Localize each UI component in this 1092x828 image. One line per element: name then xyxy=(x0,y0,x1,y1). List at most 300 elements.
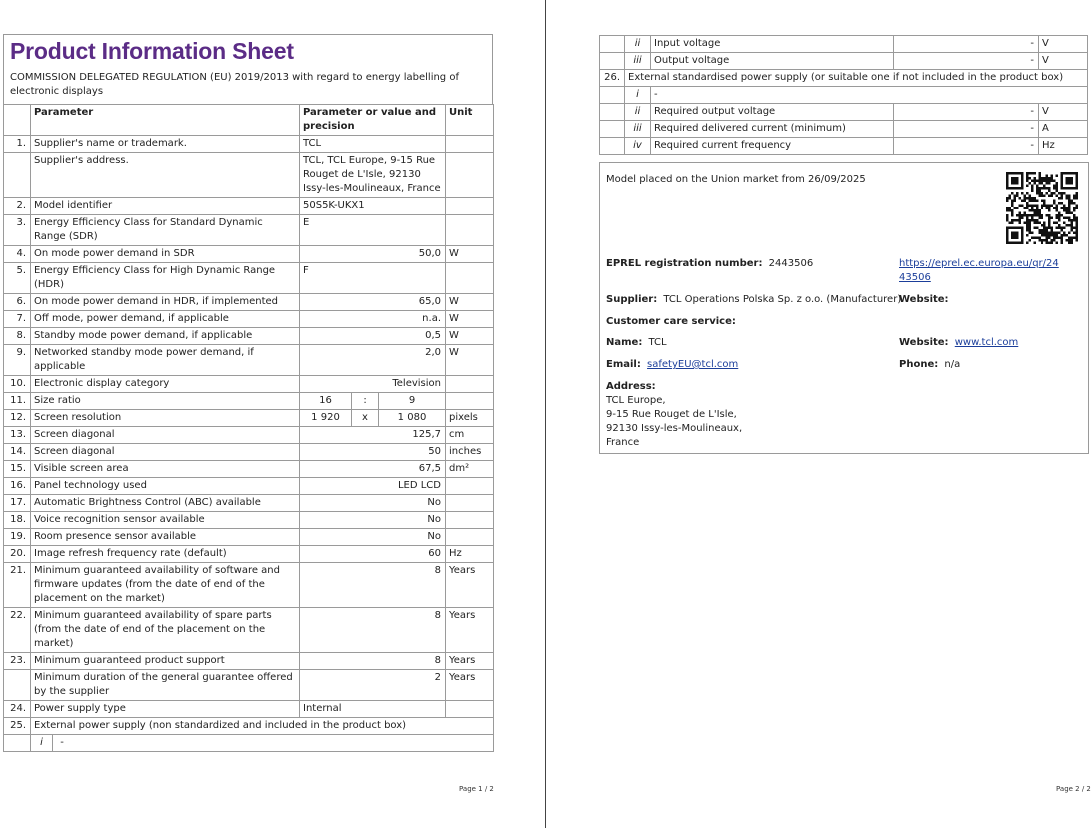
qr-module xyxy=(1036,227,1038,229)
qr-module xyxy=(1026,219,1028,221)
qr-module xyxy=(1056,209,1058,211)
qr-module xyxy=(1068,219,1070,221)
qr-module xyxy=(1056,214,1058,216)
qr-module xyxy=(1071,212,1073,214)
qr-module xyxy=(1023,214,1025,216)
qr-module xyxy=(1036,222,1038,224)
qr-module xyxy=(1038,222,1040,224)
qr-module xyxy=(1028,222,1030,224)
qr-module xyxy=(1068,217,1070,219)
address-line: France xyxy=(606,437,640,448)
qr-module xyxy=(1011,177,1013,179)
qr-module xyxy=(1033,197,1035,199)
qr-module xyxy=(1058,217,1060,219)
qr-module xyxy=(1053,199,1055,201)
qr-module xyxy=(1051,194,1053,196)
eprel-url-part1[interactable]: https://eprel.ec.europa.eu/qr/24 xyxy=(899,258,1059,269)
qr-module xyxy=(1018,242,1020,244)
qr-module xyxy=(1051,204,1053,206)
qr-module xyxy=(1076,229,1078,231)
qr-module xyxy=(1013,177,1015,179)
qr-module xyxy=(1068,179,1070,181)
qr-module xyxy=(1006,182,1008,184)
placed-on-market-text: Model placed on the Union market from 26/09/2025 xyxy=(606,174,866,185)
qr-module xyxy=(1036,204,1038,206)
qr-module xyxy=(1076,232,1078,234)
qr-module xyxy=(1011,237,1013,239)
qr-module xyxy=(1043,202,1045,204)
qr-module xyxy=(1018,219,1020,221)
qr-module xyxy=(1076,194,1078,196)
table-row: 10. Electronic display category Television xyxy=(4,376,494,393)
qr-module xyxy=(1046,182,1048,184)
title-box xyxy=(3,34,493,104)
qr-module xyxy=(1053,184,1055,186)
qr-module xyxy=(1048,219,1050,221)
qr-module xyxy=(1033,204,1035,206)
power-supply-table xyxy=(599,35,1088,155)
qr-module xyxy=(1013,207,1015,209)
qr-module xyxy=(1076,192,1078,194)
qr-module xyxy=(1013,234,1015,236)
qr-module xyxy=(1033,177,1035,179)
qr-module xyxy=(1076,182,1078,184)
table-row: 15. Visible screen area 67,5 dm² xyxy=(4,461,494,478)
qr-module xyxy=(1071,229,1073,231)
qr-module xyxy=(1026,224,1028,226)
qr-module xyxy=(1056,222,1058,224)
qr-module xyxy=(1076,197,1078,199)
qr-module xyxy=(1061,197,1063,199)
qr-module xyxy=(1036,209,1038,211)
qr-module xyxy=(1016,242,1018,244)
qr-module xyxy=(1031,187,1033,189)
qr-module xyxy=(1073,207,1075,209)
qr-module xyxy=(1028,204,1030,206)
qr-module xyxy=(1076,227,1078,229)
qr-module xyxy=(1036,219,1038,221)
regulation-subtitle: COMMISSION DELEGATED REGULATION (EU) 2019/2013 with regard to energy labelling of electronic displays xyxy=(10,72,459,97)
qr-module xyxy=(1013,182,1015,184)
qr-module xyxy=(1051,217,1053,219)
header-parameter: Parameter xyxy=(31,105,300,136)
qr-module xyxy=(1016,182,1018,184)
qr-module xyxy=(1018,214,1020,216)
qr-module xyxy=(1046,242,1048,244)
qr-module xyxy=(1058,192,1060,194)
qr-module xyxy=(1073,219,1075,221)
qr-module xyxy=(1021,192,1023,194)
table-row: 26. External standardised power supply (or suitable one if not included in the product box) xyxy=(600,70,1088,87)
qr-module xyxy=(1031,219,1033,221)
qr-module xyxy=(1006,214,1008,216)
qr-module xyxy=(1008,227,1010,229)
qr-module xyxy=(1011,209,1013,211)
qr-module xyxy=(1048,234,1050,236)
qr-module xyxy=(1038,194,1040,196)
qr-module xyxy=(1053,192,1055,194)
qr-module xyxy=(1031,214,1033,216)
qr-module xyxy=(1013,199,1015,201)
qr-module xyxy=(1051,179,1053,181)
qr-module xyxy=(1021,234,1023,236)
qr-module xyxy=(1053,237,1055,239)
qr-module xyxy=(1028,219,1030,221)
qr-module xyxy=(1068,232,1070,234)
qr-module xyxy=(1026,242,1028,244)
qr-module xyxy=(1018,172,1020,174)
table-row: 17. Automatic Brightness Control (ABC) available No xyxy=(4,495,494,512)
qr-module xyxy=(1006,229,1008,231)
eprel-number: 2443506 xyxy=(768,258,814,269)
page-number-2: Page 2 / 2 xyxy=(1056,785,1091,793)
qr-module xyxy=(1026,227,1028,229)
qr-module xyxy=(1021,239,1023,241)
qr-module xyxy=(1048,182,1050,184)
qr-module xyxy=(1043,179,1045,181)
qr-module xyxy=(1046,174,1048,176)
qr-module xyxy=(1016,172,1018,174)
qr-module xyxy=(1006,177,1008,179)
qr-module xyxy=(1016,214,1018,216)
qr-module xyxy=(1046,227,1048,229)
qr-module xyxy=(1031,199,1033,201)
qr-module xyxy=(1031,189,1033,191)
qr-module xyxy=(1016,194,1018,196)
qr-module xyxy=(1033,222,1035,224)
qr-module xyxy=(1061,172,1063,174)
qr-module xyxy=(1048,237,1050,239)
qr-module xyxy=(1043,204,1045,206)
qr-module xyxy=(1056,237,1058,239)
qr-module xyxy=(1058,214,1060,216)
qr-module xyxy=(1056,187,1058,189)
eprel-url-part2[interactable]: 43506 xyxy=(899,272,931,283)
table-row: 3. Energy Efficiency Class for Standard Dynamic Range (SDR) E xyxy=(4,215,494,246)
qr-module xyxy=(1058,197,1060,199)
qr-module xyxy=(1006,207,1008,209)
qr-module xyxy=(1013,179,1015,181)
qr-module xyxy=(1063,227,1065,229)
qr-module xyxy=(1031,184,1033,186)
qr-module xyxy=(1066,182,1068,184)
qr-module xyxy=(1063,234,1065,236)
qr-module xyxy=(1058,237,1060,239)
qr-module xyxy=(1033,219,1035,221)
qr-module xyxy=(1041,204,1043,206)
qr-module xyxy=(1076,237,1078,239)
qr-module xyxy=(1033,242,1035,244)
table-row: 16. Panel technology used LED LCD xyxy=(4,478,494,495)
qr-module xyxy=(1048,194,1050,196)
qr-module xyxy=(1041,179,1043,181)
table-row: 7. Off mode, power demand, if applicable n.a. W xyxy=(4,311,494,328)
qr-module xyxy=(1058,227,1060,229)
qr-module xyxy=(1048,217,1050,219)
qr-module xyxy=(1011,199,1013,201)
table-row: 22. Minimum guaranteed availability of spare parts (from the date of end of the placement on the market) 8 Years xyxy=(4,608,494,653)
qr-code[interactable] xyxy=(1006,172,1078,244)
qr-module xyxy=(1013,232,1015,234)
qr-module xyxy=(1046,234,1048,236)
qr-module xyxy=(1041,207,1043,209)
qr-module xyxy=(1016,227,1018,229)
qr-module xyxy=(1033,212,1035,214)
supplier-info-box xyxy=(599,162,1089,454)
qr-module xyxy=(1046,214,1048,216)
qr-module xyxy=(1006,187,1008,189)
qr-module xyxy=(1076,224,1078,226)
table-row: 9. Networked standby mode power demand, if applicable 2,0 W xyxy=(4,345,494,376)
qr-module xyxy=(1068,177,1070,179)
qr-module xyxy=(1053,232,1055,234)
qr-module xyxy=(1068,242,1070,244)
qr-module xyxy=(1061,207,1063,209)
table-row: iii Required delivered current (minimum) - A xyxy=(600,121,1088,138)
qr-module xyxy=(1066,234,1068,236)
address-block xyxy=(606,380,742,450)
qr-module xyxy=(1033,179,1035,181)
qr-module xyxy=(1026,229,1028,231)
qr-module xyxy=(1021,232,1023,234)
qr-module xyxy=(1071,179,1073,181)
qr-module xyxy=(1076,179,1078,181)
table-row: 5. Energy Efficiency Class for High Dynamic Range (HDR) F xyxy=(4,263,494,294)
qr-module xyxy=(1016,234,1018,236)
website-link[interactable]: www.tcl.com xyxy=(954,337,1019,348)
qr-module xyxy=(1076,177,1078,179)
table-row: iv Required current frequency - Hz xyxy=(600,138,1088,155)
qr-module xyxy=(1036,189,1038,191)
eprel-link[interactable] xyxy=(899,257,1079,285)
qr-module xyxy=(1038,189,1040,191)
qr-module xyxy=(1013,172,1015,174)
qr-module xyxy=(1043,229,1045,231)
qr-module xyxy=(1033,199,1035,201)
qr-module xyxy=(1041,194,1043,196)
qr-module xyxy=(1038,217,1040,219)
website-label: Website: xyxy=(899,294,949,305)
qr-module xyxy=(1031,207,1033,209)
qr-module xyxy=(1068,237,1070,239)
table-row: 4. On mode power demand in SDR 50,0 W xyxy=(4,246,494,263)
qr-module xyxy=(1056,207,1058,209)
qr-module xyxy=(1006,209,1008,211)
qr-module xyxy=(1023,197,1025,199)
qr-module xyxy=(1073,227,1075,229)
table-header-row xyxy=(4,105,494,136)
qr-module xyxy=(1036,237,1038,239)
qr-module xyxy=(1016,207,1018,209)
qr-module xyxy=(1038,179,1040,181)
qr-module xyxy=(1068,212,1070,214)
qr-module xyxy=(1026,202,1028,204)
table-row: i - xyxy=(600,87,1088,104)
qr-module xyxy=(1026,234,1028,236)
qr-module xyxy=(1056,182,1058,184)
qr-module xyxy=(1038,229,1040,231)
qr-module xyxy=(1028,197,1030,199)
qr-module xyxy=(1026,207,1028,209)
qr-module xyxy=(1056,194,1058,196)
qr-module xyxy=(1076,219,1078,221)
qr-module xyxy=(1071,227,1073,229)
qr-module xyxy=(1051,174,1053,176)
qr-module xyxy=(1051,227,1053,229)
qr-module xyxy=(1021,184,1023,186)
qr-module xyxy=(1071,177,1073,179)
qr-module xyxy=(1043,194,1045,196)
email-link[interactable]: safetyEU@tcl.com xyxy=(647,359,739,370)
qr-module xyxy=(1011,212,1013,214)
qr-module xyxy=(1028,232,1030,234)
qr-module xyxy=(1041,199,1043,201)
table-row: 24. Power supply type Internal xyxy=(4,701,494,718)
qr-module xyxy=(1028,209,1030,211)
qr-module xyxy=(1021,217,1023,219)
qr-module xyxy=(1043,199,1045,201)
qr-module xyxy=(1026,174,1028,176)
qr-module xyxy=(1018,187,1020,189)
qr-module xyxy=(1041,177,1043,179)
name-label: Name: xyxy=(606,337,643,348)
qr-module xyxy=(1013,242,1015,244)
qr-module xyxy=(1023,212,1025,214)
qr-module xyxy=(1011,214,1013,216)
table-row: 12. Screen resolution 1 920 x 1 080 pixels xyxy=(4,410,494,427)
qr-module xyxy=(1021,214,1023,216)
qr-module xyxy=(1066,217,1068,219)
qr-module xyxy=(1006,219,1008,221)
qr-module xyxy=(1043,222,1045,224)
qr-module xyxy=(1068,204,1070,206)
qr-module xyxy=(1053,187,1055,189)
qr-module xyxy=(1061,202,1063,204)
qr-module xyxy=(1048,207,1050,209)
qr-module xyxy=(1076,172,1078,174)
qr-module xyxy=(1061,237,1063,239)
qr-module xyxy=(1063,217,1065,219)
qr-module xyxy=(1048,227,1050,229)
qr-module xyxy=(1068,199,1070,201)
qr-module xyxy=(1056,217,1058,219)
qr-module xyxy=(1036,214,1038,216)
qr-module xyxy=(1061,184,1063,186)
qr-module xyxy=(1031,197,1033,199)
qr-module xyxy=(1038,237,1040,239)
qr-module xyxy=(1076,204,1078,206)
qr-module xyxy=(1013,194,1015,196)
qr-module xyxy=(1076,207,1078,209)
qr-module xyxy=(1058,224,1060,226)
table-row: ii Input voltage - V xyxy=(600,36,1088,53)
qr-module xyxy=(1063,222,1065,224)
qr-module xyxy=(1026,184,1028,186)
qr-module xyxy=(1068,187,1070,189)
qr-module xyxy=(1008,207,1010,209)
qr-module xyxy=(1026,172,1028,174)
qr-module xyxy=(1061,214,1063,216)
qr-module xyxy=(1006,242,1008,244)
qr-module xyxy=(1038,232,1040,234)
qr-module xyxy=(1048,189,1050,191)
qr-module xyxy=(1076,187,1078,189)
qr-module xyxy=(1061,182,1063,184)
qr-module xyxy=(1038,212,1040,214)
qr-module xyxy=(1063,207,1065,209)
qr-module xyxy=(1033,237,1035,239)
qr-module xyxy=(1011,182,1013,184)
qr-module xyxy=(1028,239,1030,241)
qr-module xyxy=(1006,174,1008,176)
qr-module xyxy=(1071,219,1073,221)
qr-module xyxy=(1013,237,1015,239)
qr-module xyxy=(1011,242,1013,244)
qr-module xyxy=(1036,179,1038,181)
table-row: 25. External power supply (non standardized and included in the product box) xyxy=(4,718,494,735)
table-row: Minimum duration of the general guarantee offered by the supplier 2 Years xyxy=(4,670,494,701)
qr-module xyxy=(1071,199,1073,201)
qr-module xyxy=(1068,172,1070,174)
qr-module xyxy=(1046,177,1048,179)
qr-module xyxy=(1006,239,1008,241)
qr-module xyxy=(1018,212,1020,214)
qr-module xyxy=(1071,242,1073,244)
qr-module xyxy=(1056,227,1058,229)
qr-module xyxy=(1043,187,1045,189)
qr-module xyxy=(1038,182,1040,184)
address-line: TCL Europe, xyxy=(606,395,666,406)
qr-module xyxy=(1026,177,1028,179)
qr-module xyxy=(1058,212,1060,214)
qr-module xyxy=(1018,217,1020,219)
supplier-value: TCL Operations Polska Sp. z o.o. (Manufacturer) xyxy=(663,294,902,305)
qr-module xyxy=(1011,232,1013,234)
qr-module xyxy=(1066,187,1068,189)
qr-module xyxy=(1016,237,1018,239)
qr-module xyxy=(1073,237,1075,239)
qr-module xyxy=(1046,229,1048,231)
table-row: Supplier's address. TCL, TCL Europe, 9-15 Rue Rouget de L'Isle, 92130 Issy-les-Moulineaux, France xyxy=(4,153,494,198)
email-label: Email: xyxy=(606,359,641,370)
qr-module xyxy=(1026,217,1028,219)
qr-module xyxy=(1061,194,1063,196)
table-row: 23. Minimum guaranteed product support 8 Years xyxy=(4,653,494,670)
qr-module xyxy=(1033,227,1035,229)
qr-module xyxy=(1036,199,1038,201)
qr-module xyxy=(1016,192,1018,194)
qr-module xyxy=(1071,202,1073,204)
qr-module xyxy=(1031,179,1033,181)
qr-module xyxy=(1048,179,1050,181)
table-row: 13. Screen diagonal 125,7 cm xyxy=(4,427,494,444)
qr-module xyxy=(1071,239,1073,241)
qr-module xyxy=(1048,204,1050,206)
qr-module xyxy=(1071,187,1073,189)
qr-module xyxy=(1041,182,1043,184)
qr-module xyxy=(1028,224,1030,226)
qr-module xyxy=(1016,232,1018,234)
qr-module xyxy=(1031,237,1033,239)
qr-module xyxy=(1048,242,1050,244)
table-row: 19. Room presence sensor available No xyxy=(4,529,494,546)
qr-module xyxy=(1023,222,1025,224)
qr-module xyxy=(1031,217,1033,219)
qr-module xyxy=(1026,204,1028,206)
name-value: TCL xyxy=(648,337,667,348)
qr-module xyxy=(1013,219,1015,221)
qr-module xyxy=(1008,172,1010,174)
